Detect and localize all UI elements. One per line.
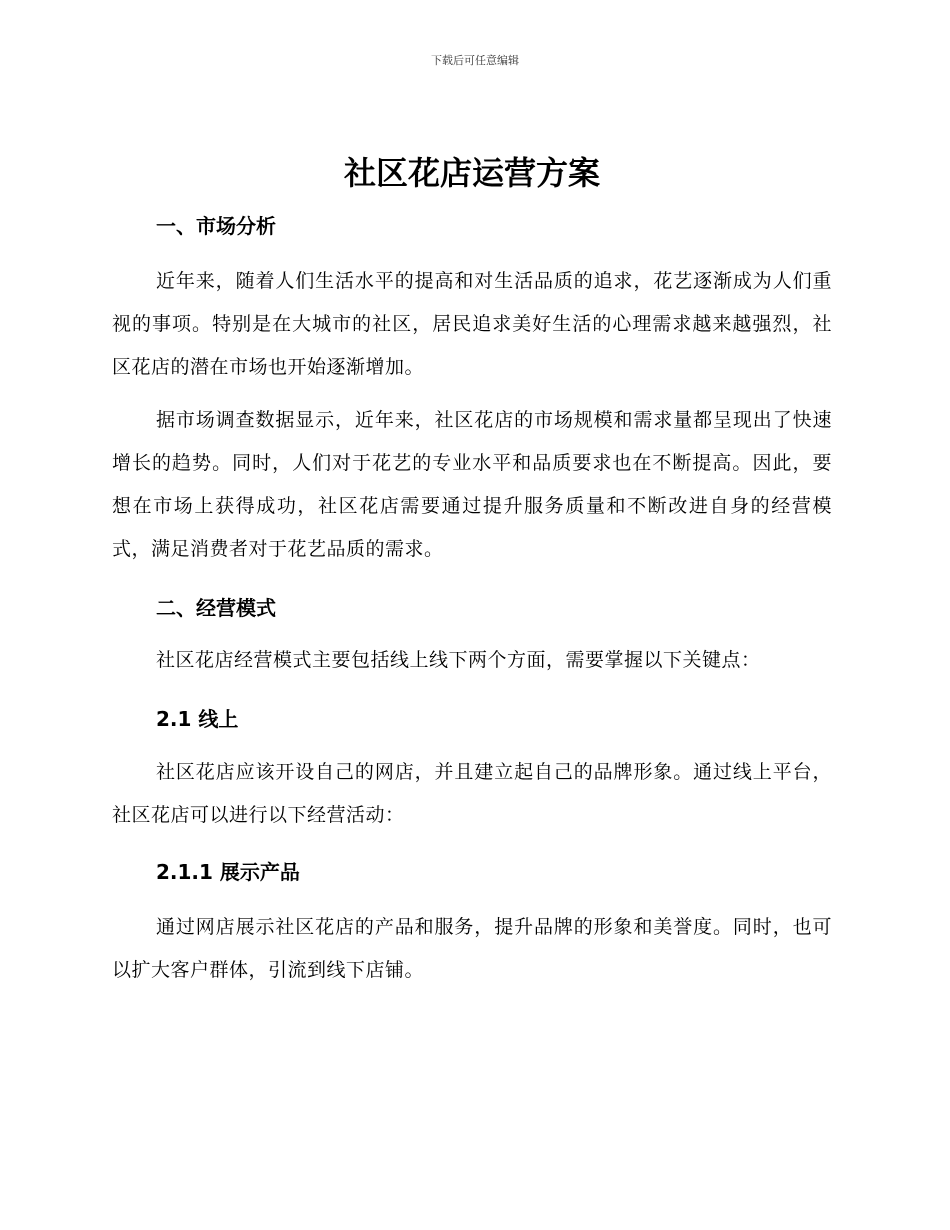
subsection-heading-display-products: 2.1.1 展示产品 xyxy=(156,860,300,884)
paragraph-market-1: 近年来，随着人们生活水平的提高和对生活品质的追求，花艺逐渐成为人们重视的事项。特别是在大城市的社区，居民追求美好生活的心理需求越来越强烈，社区花店的潜在市场也开始逐渐增加。 xyxy=(112,270,832,378)
section-heading-business-model: 二、经营模式 xyxy=(156,596,276,620)
subsection-heading-online: 2.1 线上 xyxy=(156,707,239,731)
page-header-note: 下载后可任意编辑 xyxy=(431,54,519,67)
document-body xyxy=(112,150,832,992)
paragraph-online: 社区花店应该开设自己的网店，并且建立起自己的品牌形象。通过线上平台，社区花店可以进行以下经营活动： xyxy=(112,761,832,826)
paragraph-business-intro: 社区花店经营模式主要包括线上线下两个方面，需要掌握以下关键点： xyxy=(156,649,761,671)
section-heading-market-analysis: 一、市场分析 xyxy=(156,214,276,238)
paragraph-display-products: 通过网店展示社区花店的产品和服务，提升品牌的形象和美誉度。同时，也可以扩大客户群体，引流到线下店铺。 xyxy=(112,916,832,981)
paragraph-market-2: 据市场调查数据显示，近年来，社区花店的市场规模和需求量都呈现出了快速增长的趋势。同时，人们对于花艺的专业水平和品质要求也在不断提高。因此，要想在市场上获得成功，社区花店需要通过提升服务质量和不断改进自身的经营模式，满足消费者对于花艺品质的需求。 xyxy=(112,409,832,560)
document-title: 社区花店运营方案 xyxy=(343,154,600,192)
